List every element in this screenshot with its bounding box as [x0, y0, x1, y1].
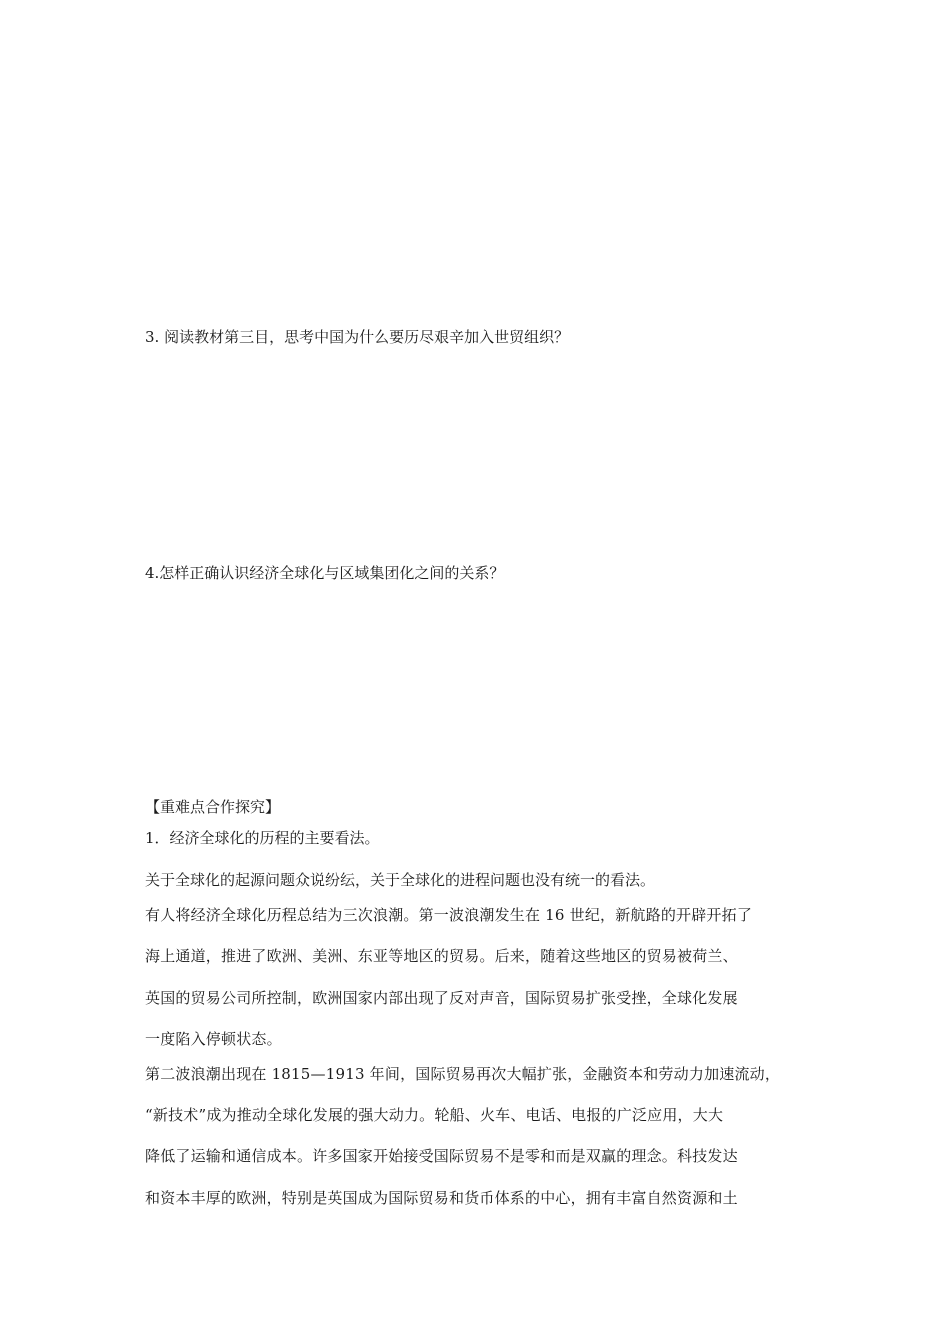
question-4: 4.怎样正确认识经济全球化与区域集团化之间的关系？	[145, 564, 505, 582]
item-1-title: 1．经济全球化的历程的主要看法。	[145, 829, 380, 847]
paragraph-line: “新技术”成为推动全球化发展的强大动力。轮船、火车、电话、电报的广泛应用，大大	[145, 1106, 724, 1124]
paragraph-line: 降低了运输和通信成本。许多国家开始接受国际贸易不是零和而是双赢的理念。科技发达	[145, 1147, 738, 1165]
question-3: 3. 阅读教材第三目，思考中国为什么要历尽艰辛加入世贸组织？	[145, 328, 570, 346]
paragraph-line: 一度陷入停顿状态。	[145, 1030, 282, 1048]
paragraph-line: 海上通道，推进了欧洲、美洲、东亚等地区的贸易。后来，随着这些地区的贸易被荷兰、	[145, 947, 738, 965]
paragraph-line: 第二波浪潮出现在 1815—1913 年间，国际贸易再次大幅扩张，金融资本和劳动力加速流动，	[145, 1065, 781, 1083]
paragraph-line: 英国的贸易公司所控制，欧洲国家内部出现了反对声音，国际贸易扩张受挫，全球化发展	[145, 989, 738, 1007]
intro-paragraph: 关于全球化的起源问题众说纷纭，关于全球化的进程问题也没有统一的看法。	[145, 871, 656, 889]
paragraph-line: 和资本丰厚的欧洲，特别是英国成为国际贸易和货币体系的中心，拥有丰富自然资源和土	[145, 1189, 738, 1207]
section-heading: 【重难点合作探究】	[145, 798, 281, 816]
paragraph-line: 有人将经济全球化历程总结为三次浪潮。第一波浪潮发生在 16 世纪，新航路的开辟开拓了	[145, 906, 753, 924]
